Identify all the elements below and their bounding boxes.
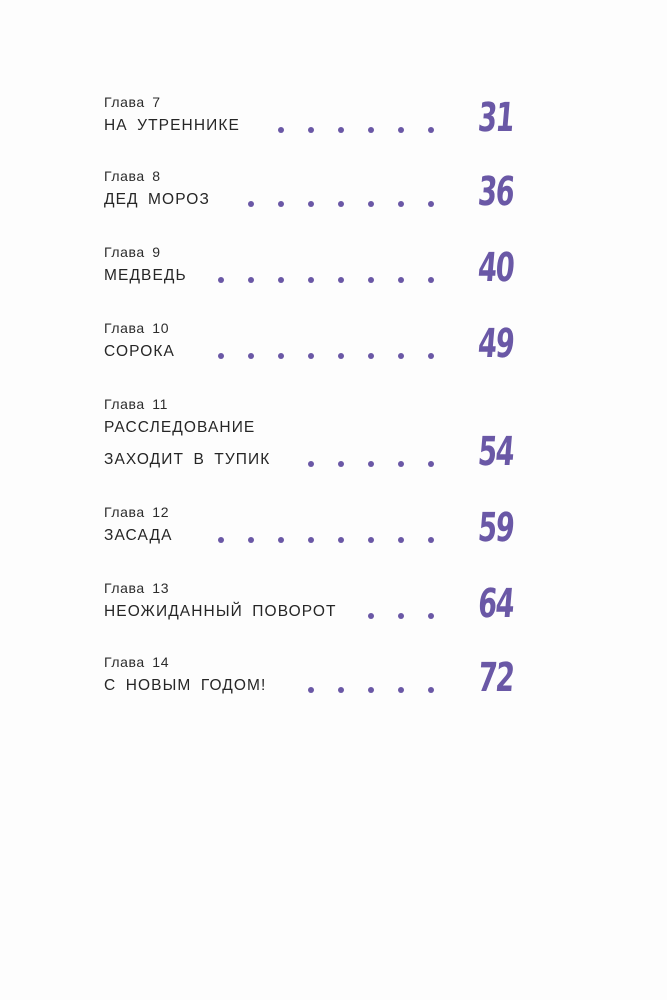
leader-dot [428,687,434,693]
leader-dot [338,537,344,543]
chapter-title-line-2: ЗАХОДИТ В ТУПИК [104,451,271,468]
leader-dot [338,461,344,467]
leader-dot [428,461,434,467]
toc-entry[interactable] [104,168,516,216]
chapter-number: Глава 10 [104,320,170,336]
chapter-title: МЕДВЕДЬ [104,267,187,284]
page-number: 64 [476,581,516,627]
page-number: 54 [476,429,516,475]
page-number: 72 [476,655,516,701]
chapter-title: ЗАСАДА [104,527,173,544]
toc-entry[interactable] [104,396,516,476]
leader-dot [248,537,254,543]
leader-dot [368,687,374,693]
leader-dot [248,353,254,359]
page-number: 31 [476,95,516,141]
leader-dots [308,670,434,702]
leader-dot [338,277,344,283]
page-number: 49 [476,321,516,367]
leader-dot [428,353,434,359]
title-row [104,429,516,476]
leader-dot [398,127,404,133]
leader-dot [338,353,344,359]
chapter-number: Глава 8 [104,168,161,184]
leader-dot [278,201,284,207]
leader-dot [428,537,434,543]
page-number: 36 [476,169,516,215]
leader-dot [308,127,314,133]
leader-dot [218,353,224,359]
leader-dot [278,353,284,359]
leader-dot [278,127,284,133]
leader-dot [308,277,314,283]
leader-dots [308,444,434,476]
leader-dot [308,461,314,467]
leader-dot [368,537,374,543]
leader-dot [368,353,374,359]
leader-dot [368,613,374,619]
toc-entry[interactable] [104,654,516,702]
chapter-number: Глава 9 [104,244,161,260]
leader-dot [308,201,314,207]
leader-dot [338,687,344,693]
chapter-number: Глава 11 [104,396,169,412]
toc-entry[interactable] [104,320,516,368]
chapter-title: С НОВЫМ ГОДОМ! [104,677,267,694]
leader-dot [368,461,374,467]
page-number: 40 [476,245,516,291]
leader-dot [398,461,404,467]
leader-dots [218,336,434,368]
chapter-number: Глава 14 [104,654,170,670]
leader-dot [308,687,314,693]
toc-entry[interactable] [104,504,516,552]
leader-dot [398,613,404,619]
chapter-title: НЕОЖИДАННЫЙ ПОВОРОТ [104,603,337,620]
leader-dot [218,537,224,543]
toc-entry[interactable] [104,580,516,628]
toc-entry[interactable] [104,244,516,292]
leader-dot [308,537,314,543]
leader-dot [278,277,284,283]
chapter-title: НА УТРЕННИКЕ [104,117,240,134]
leader-dots [218,260,434,292]
leader-dot [278,537,284,543]
page-number: 59 [476,505,516,551]
leader-dot [428,127,434,133]
leader-dot [428,613,434,619]
leader-dot [368,201,374,207]
leader-dot [398,201,404,207]
chapter-title: ДЕД МОРОЗ [104,191,210,208]
leader-dot [308,353,314,359]
leader-dot [368,127,374,133]
chapter-title-line-1: РАССЛЕДОВАНИЕ [104,419,256,436]
leader-dots [278,110,434,142]
leader-dot [248,277,254,283]
toc-entry[interactable] [104,94,516,142]
leader-dot [428,201,434,207]
title-row [104,412,494,444]
leader-dot [338,201,344,207]
leader-dots [368,596,434,628]
leader-dot [398,687,404,693]
leader-dot [338,127,344,133]
chapter-number: Глава 13 [104,580,170,596]
leader-dot [398,353,404,359]
leader-dot [368,277,374,283]
leader-dot [398,277,404,283]
leader-dot [428,277,434,283]
leader-dot [248,201,254,207]
leader-dot [218,277,224,283]
leader-dot [398,537,404,543]
leader-dots [248,184,434,216]
chapter-number: Глава 12 [104,504,170,520]
chapter-title: СОРОКА [104,343,175,360]
chapter-number: Глава 7 [104,94,161,110]
leader-dots [218,520,434,552]
